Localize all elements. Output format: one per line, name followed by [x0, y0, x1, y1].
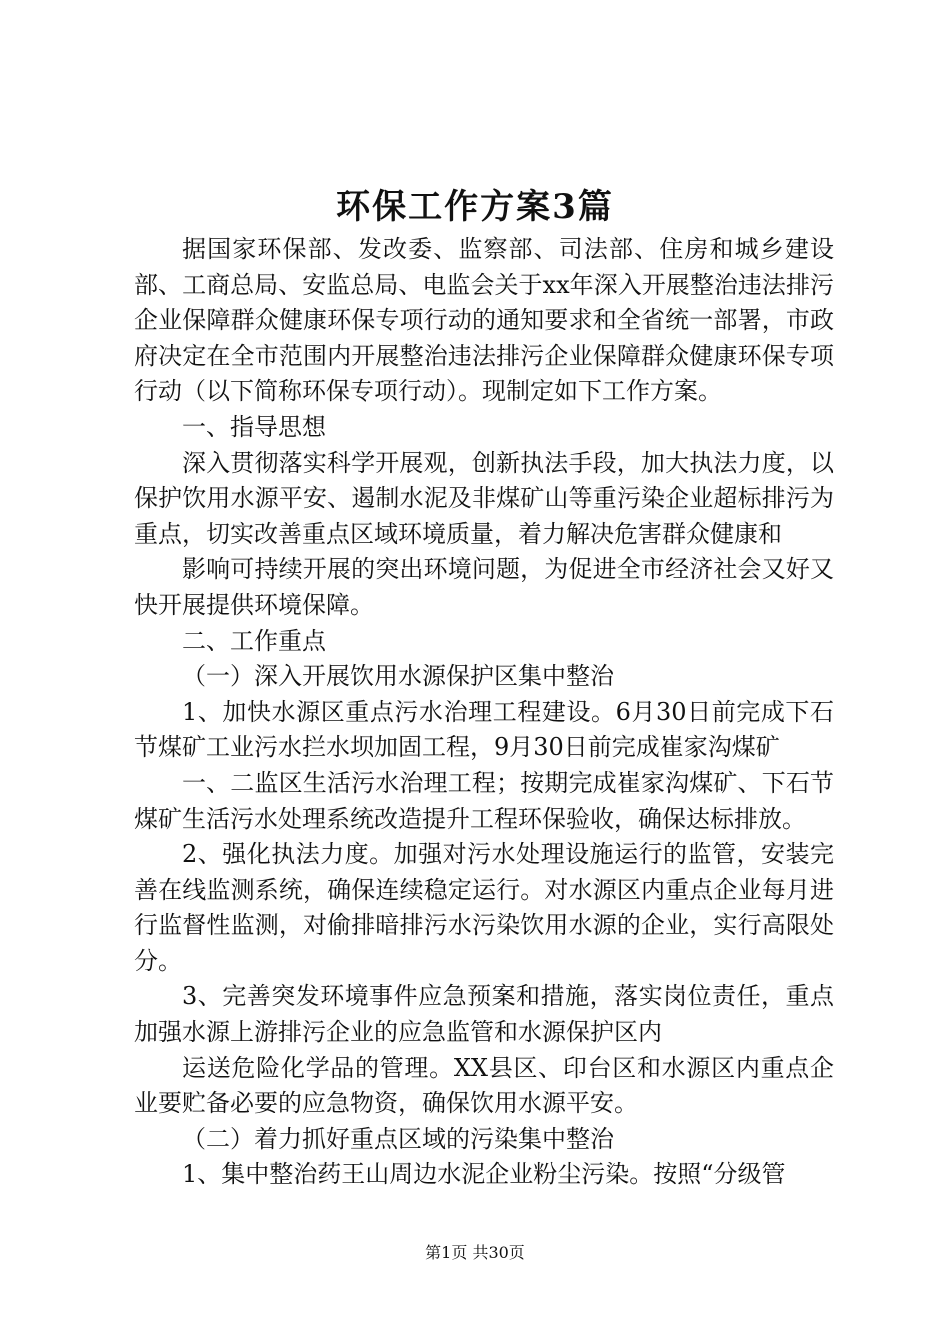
subsection-heading: （一）深入开展饮用水源保护区集中整治: [182, 662, 614, 691]
paragraph: 深入贯彻落实科学开展观，创新执法手段，加大执法力度，以保护饮用水源平安、遏制水泥及非煤矿山等重污染企业超标排污为重点，切实改善重点区域环境质量，着力解决危害群众健康和: [134, 448, 834, 548]
section-heading: 二、工作重点: [182, 626, 326, 655]
paragraph: 1、集中整治药王山周边水泥企业粉尘污染。按照“分级管: [182, 1160, 786, 1189]
paragraph: 1、加快水源区重点污水治理工程建设。6月30日前完成下石节煤矿工业污水拦水坝加固工程，9月30日前完成崔家沟煤矿: [134, 697, 834, 762]
document-title: 环保工作方案3篇: [336, 187, 614, 227]
document-body: [134, 232, 834, 1193]
paragraph: 一、二监区生活污水治理工程；按期完成崔家沟煤矿、下石节煤矿生活污水处理系统改造提升工程环保验收，确保达标排放。: [134, 768, 834, 833]
subsection-heading: （二）着力抓好重点区域的污染集中整治: [182, 1124, 614, 1153]
page-footer: 第1页 共30页: [425, 1243, 525, 1262]
paragraph: 3、完善突发环境事件应急预案和措施，落实岗位责任，重点加强水源上游排污企业的应急监管和水源保护区内: [134, 982, 834, 1047]
paragraph: 运送危险化学品的管理。XX县区、印台区和水源区内重点企业要贮备必要的应急物资，确保饮用水源平安。: [134, 1053, 834, 1118]
paragraph: 据国家环保部、发改委、监察部、司法部、住房和城乡建设部、工商总局、安监总局、电监会关于xx年深入开展整治违法排污企业保障群众健康环保专项行动的通知要求和全省统一部署，市政府决定在全市范围内开展整治违法排污企业保障群众健康环保专项行动（以下简称环保专项行动）。现制定如下工作方案。: [134, 235, 834, 406]
section-heading: 一、指导思想: [182, 412, 326, 441]
paragraph: 影响可持续开展的突出环境问题，为促进全市经济社会又好又快开展提供环境保障。: [134, 555, 834, 619]
paragraph: 2、强化执法力度。加强对污水处理设施运行的监管，安装完善在线监测系统，确保连续稳定运行。对水源区内重点企业每月进行监督性监测，对偷排暗排污水污染饮用水源的企业，实行高限处分。: [134, 840, 834, 975]
